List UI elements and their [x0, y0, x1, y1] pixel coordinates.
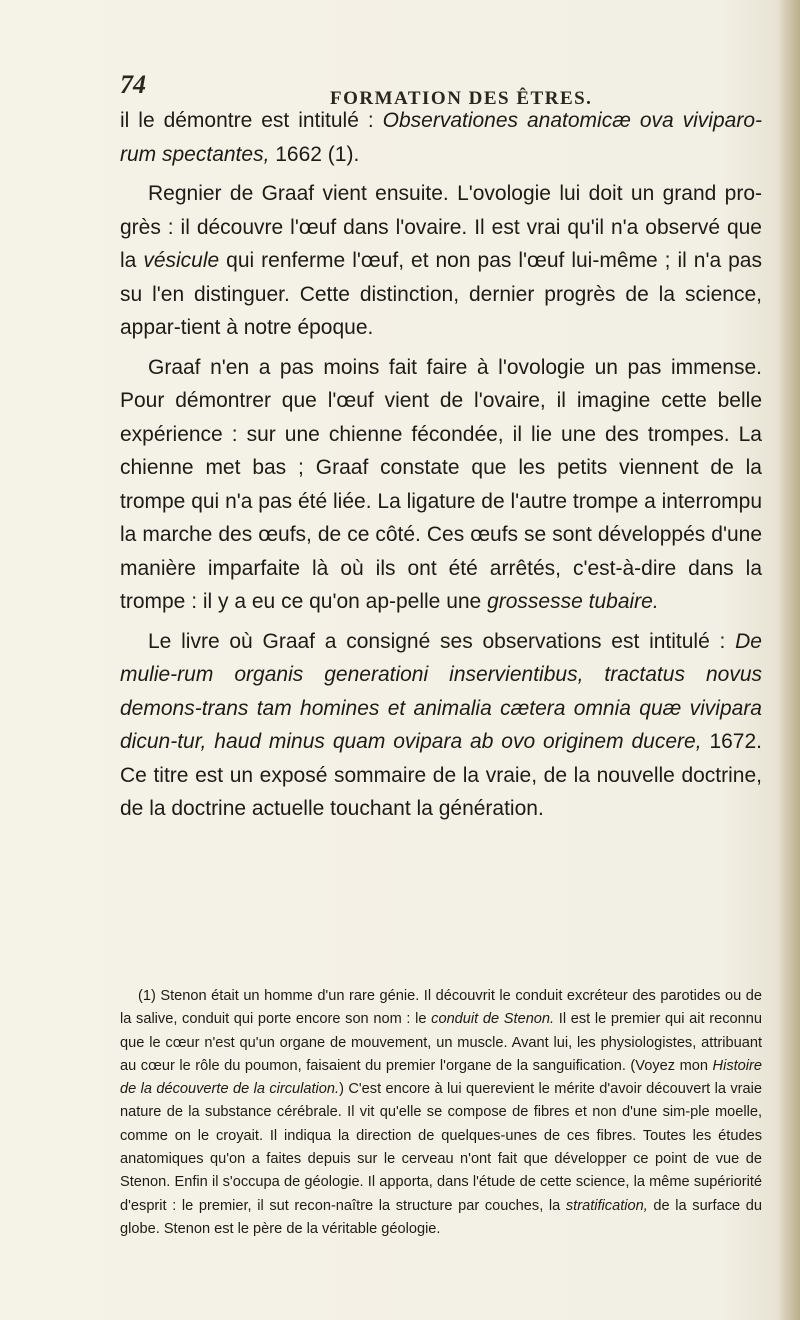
footnote-italic-2: Histoire de la découverte de la circulation.	[120, 1057, 762, 1098]
paragraph-2	[120, 177, 762, 345]
paragraph-1-text: il le démontre est intitulé :	[120, 109, 383, 132]
footnote-text-3: ) C'est encore à lui querevient le mérite d'avoir découvert la vraie nature de la substance cérébrale. Il vit qu'elle se compose de fibres et non d'une sim-ple moelle, comme on le croyait. Il indiqua la direction de quelques-unes de ces fibres. Toutes les études anatomiques qu'on a faites depuis sur le cerveau n'ont fait que développer ce point de vue de Stenon. Enfin il s'occupa de géologie. Il apporta, dans l'étude de cette science, la même supériorité d'esprit : le premier, il sut recon-naître la structure par couches, la	[120, 1081, 762, 1214]
paragraph-4-tail: 1672. Ce titre est un exposé sommaire de la vraie, de la nouvelle doctrine, de la doctrine actuelle touchant la génération.	[120, 730, 763, 820]
paragraph-1-title-italic: Observationes anatomicæ ova viviparo-rum spectantes,	[120, 109, 762, 166]
footnote-text-1: (1) Stenon était un homme d'un rare génie. Il découvrit le conduit excréteur des parotides ou de la salive, conduit qui porte encore son nom : le	[120, 988, 762, 1028]
paragraph-3-italic: grossesse tubaire.	[487, 590, 659, 613]
paragraph-1-tail: 1662 (1).	[269, 142, 360, 166]
footnote-1	[120, 985, 762, 1241]
main-text	[120, 104, 762, 832]
footnote-italic-3: stratification,	[565, 1197, 648, 1214]
footnote-text-4: de la surface du globe. Stenon est le père de la véritable géologie.	[120, 1197, 762, 1237]
page-number: 74	[120, 70, 146, 99]
paragraph-1	[120, 104, 762, 171]
page-edge-shadow	[778, 0, 800, 1320]
paragraph-2-text: Regnier de Graaf vient ensuite. L'ovologie lui doit un grand pro-grès : il découvre l'œuf dans l'ovaire. Il est vrai qu'il n'a observé que la	[120, 182, 762, 272]
paragraph-4	[120, 625, 762, 826]
paragraph-2-italic: vésicule	[143, 249, 220, 272]
paragraph-3-text: Graaf n'en a pas moins fait faire à l'ovologie un pas immense. Pour démontrer que l'œuf vient de l'ovaire, il imagine cette belle expérience : sur une chienne fécondée, il lie une des trompes. La chienne met bas ; Graaf constate que les petits viennent de la trompe qui n'a pas été liée. La ligature de l'autre trompe a interrompu la marche des œufs, de ce côté. Ces œufs se sont développés d'une manière imparfaite là où ils ont été arrêtés, c'est-à-dire dans la trompe : il y a eu ce qu'on ap-pelle une	[120, 355, 762, 613]
footnote-italic-1: conduit de Stenon.	[431, 1011, 555, 1028]
paragraph-4-title-italic: De mulie-rum organis generationi inservientibus, tractatus novus demons-trans tam homines et animalia cætera omnia quæ vivipara dicun-tur, haud minus quam ovipara ab ovo originem ducere,	[120, 629, 762, 753]
running-title: FORMATION DES ÊTRES.	[330, 88, 593, 109]
footnotes	[120, 985, 762, 1241]
paragraph-4-text: Le livre où Graaf a consigné ses observations est intitulé :	[148, 629, 736, 653]
paragraph-2-tail: qui renferme l'œuf, et non pas l'œuf lui-même ; il n'a pas su l'en distinguer. Cette distinction, dernier progrès de la science, appar-tient à notre époque.	[120, 249, 762, 339]
paragraph-3	[120, 351, 762, 619]
footnote-text-2: Il est le premier qui ait reconnu que le cœur n'est qu'un organe de mouvement, un muscle. Avant lui, les physiologistes, attribuant au cœur le rôle du poumon, faisaient du premier l'organe de la sanguification. (Voyez mon	[120, 1011, 762, 1074]
